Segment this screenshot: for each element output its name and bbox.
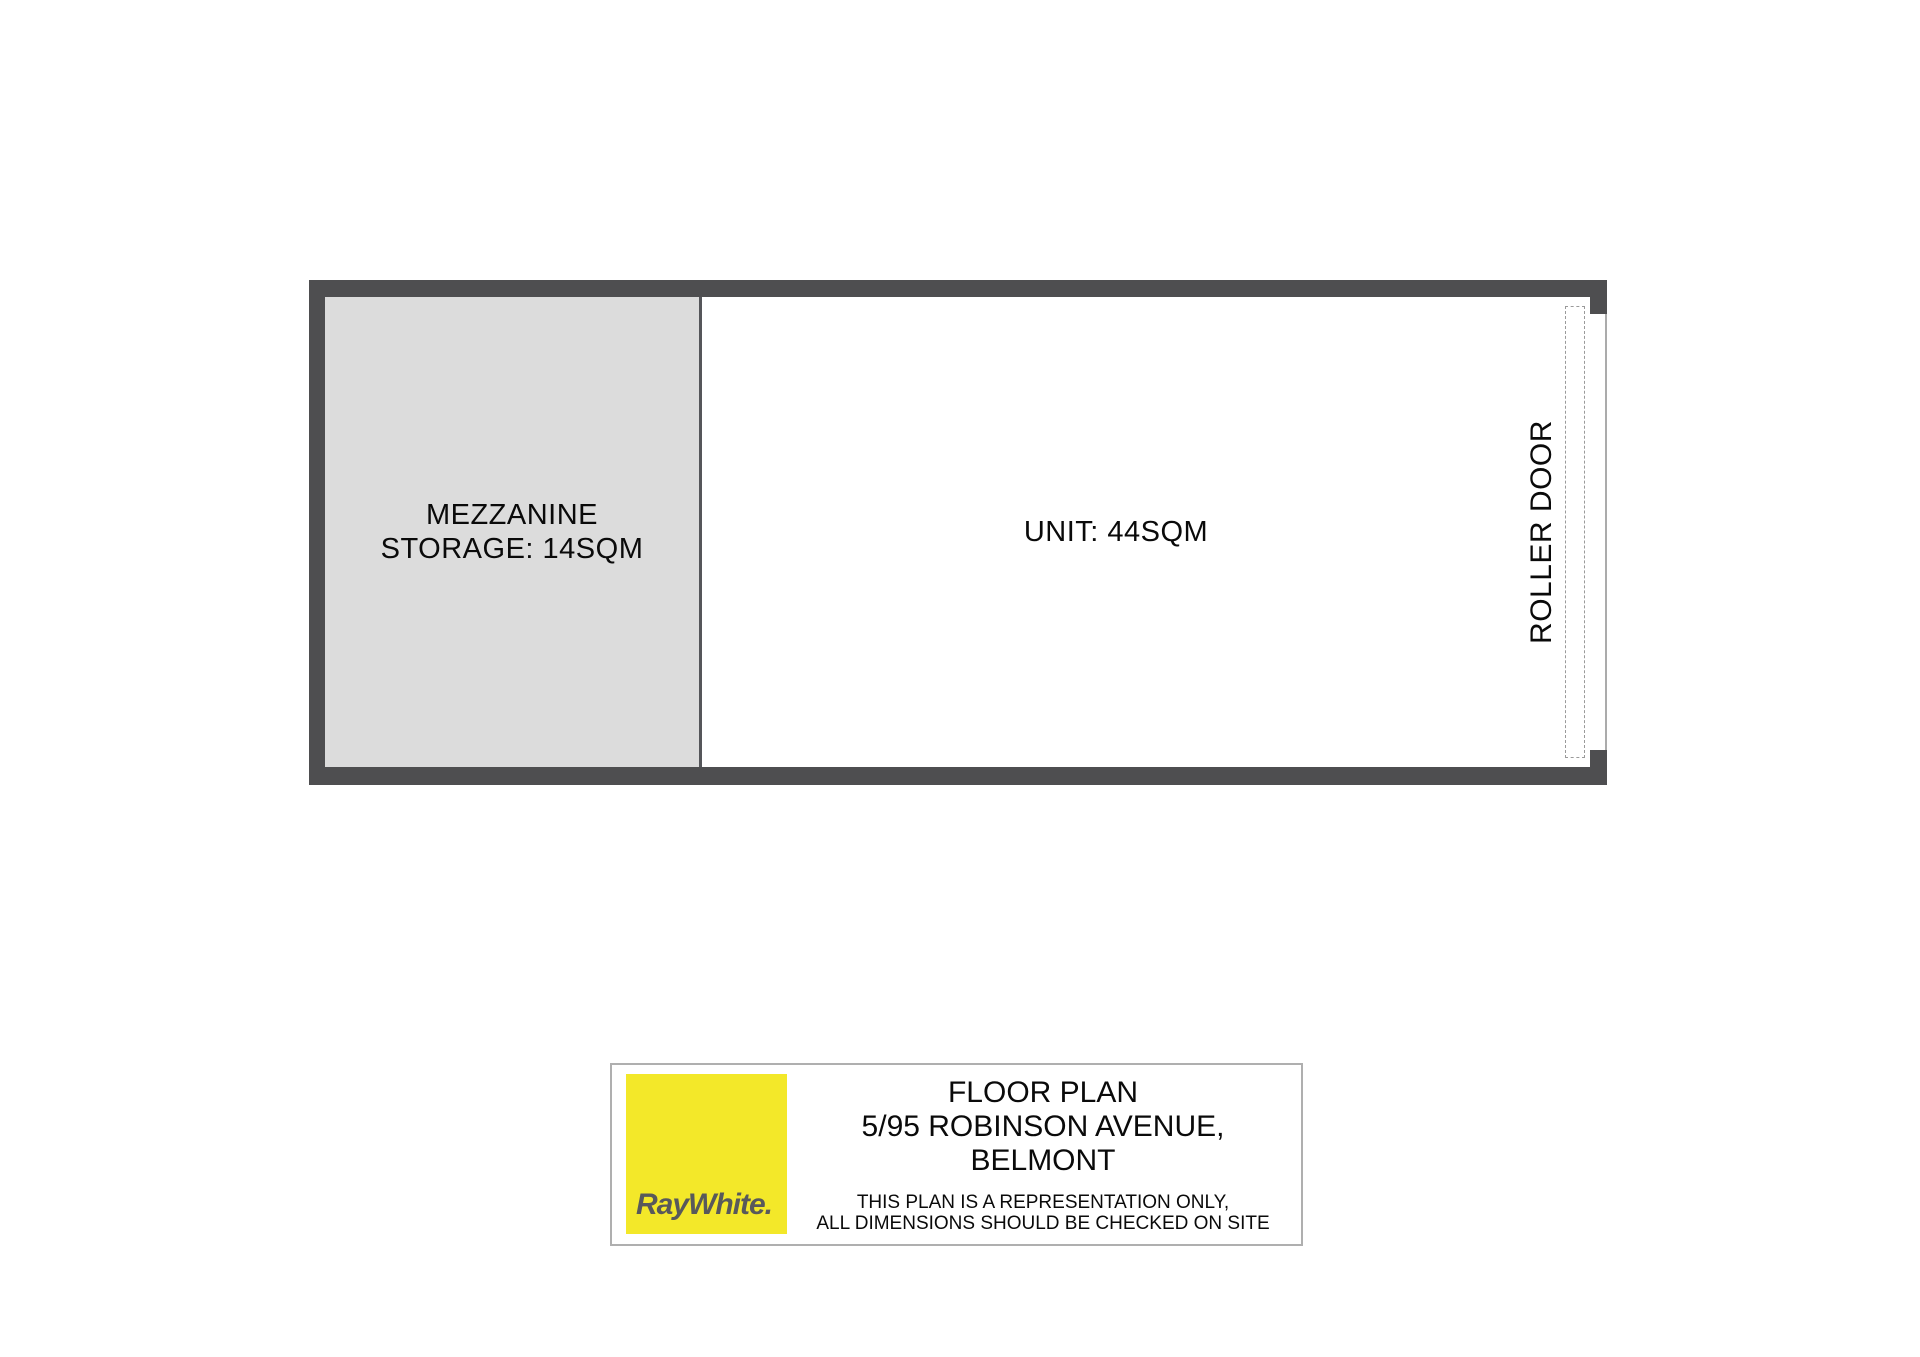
raywhite-logo (626, 1074, 787, 1234)
unit-label: UNIT: 44SQM (1023, 516, 1209, 548)
unit-area (702, 297, 1530, 767)
legend-box (610, 1063, 1303, 1246)
mezzanine-storage-area (325, 297, 699, 767)
legend-title: FLOOR PLAN (947, 1075, 1139, 1109)
mezzanine-label-line2: STORAGE: 14SQM (380, 533, 644, 565)
legend-address-line1: 5/95 ROBINSON AVENUE, (861, 1109, 1225, 1143)
wall-stub-bottom-right (1590, 750, 1607, 785)
raywhite-wordmark: RayWhite. (636, 1188, 773, 1221)
mezzanine-label-line1: MEZZANINE (425, 499, 599, 531)
floor-plan (309, 280, 1607, 785)
roller-door-label: ROLLER DOOR (1525, 420, 1558, 644)
wall-top (309, 280, 1607, 297)
legend-disclaimer-line1: THIS PLAN IS A REPRESENTATION ONLY, (856, 1191, 1230, 1213)
legend-disclaimer-line2: ALL DIMENSIONS SHOULD BE CHECKED ON SITE (816, 1212, 1270, 1234)
legend-address-line2: BELMONT (970, 1143, 1116, 1177)
legend-text (787, 1065, 1299, 1244)
wall-left (309, 280, 325, 785)
wall-bottom (309, 767, 1590, 785)
roller-door-opening-edge (1605, 314, 1607, 750)
wall-stub-top-right (1590, 280, 1607, 314)
roller-door-symbol (1565, 306, 1585, 758)
